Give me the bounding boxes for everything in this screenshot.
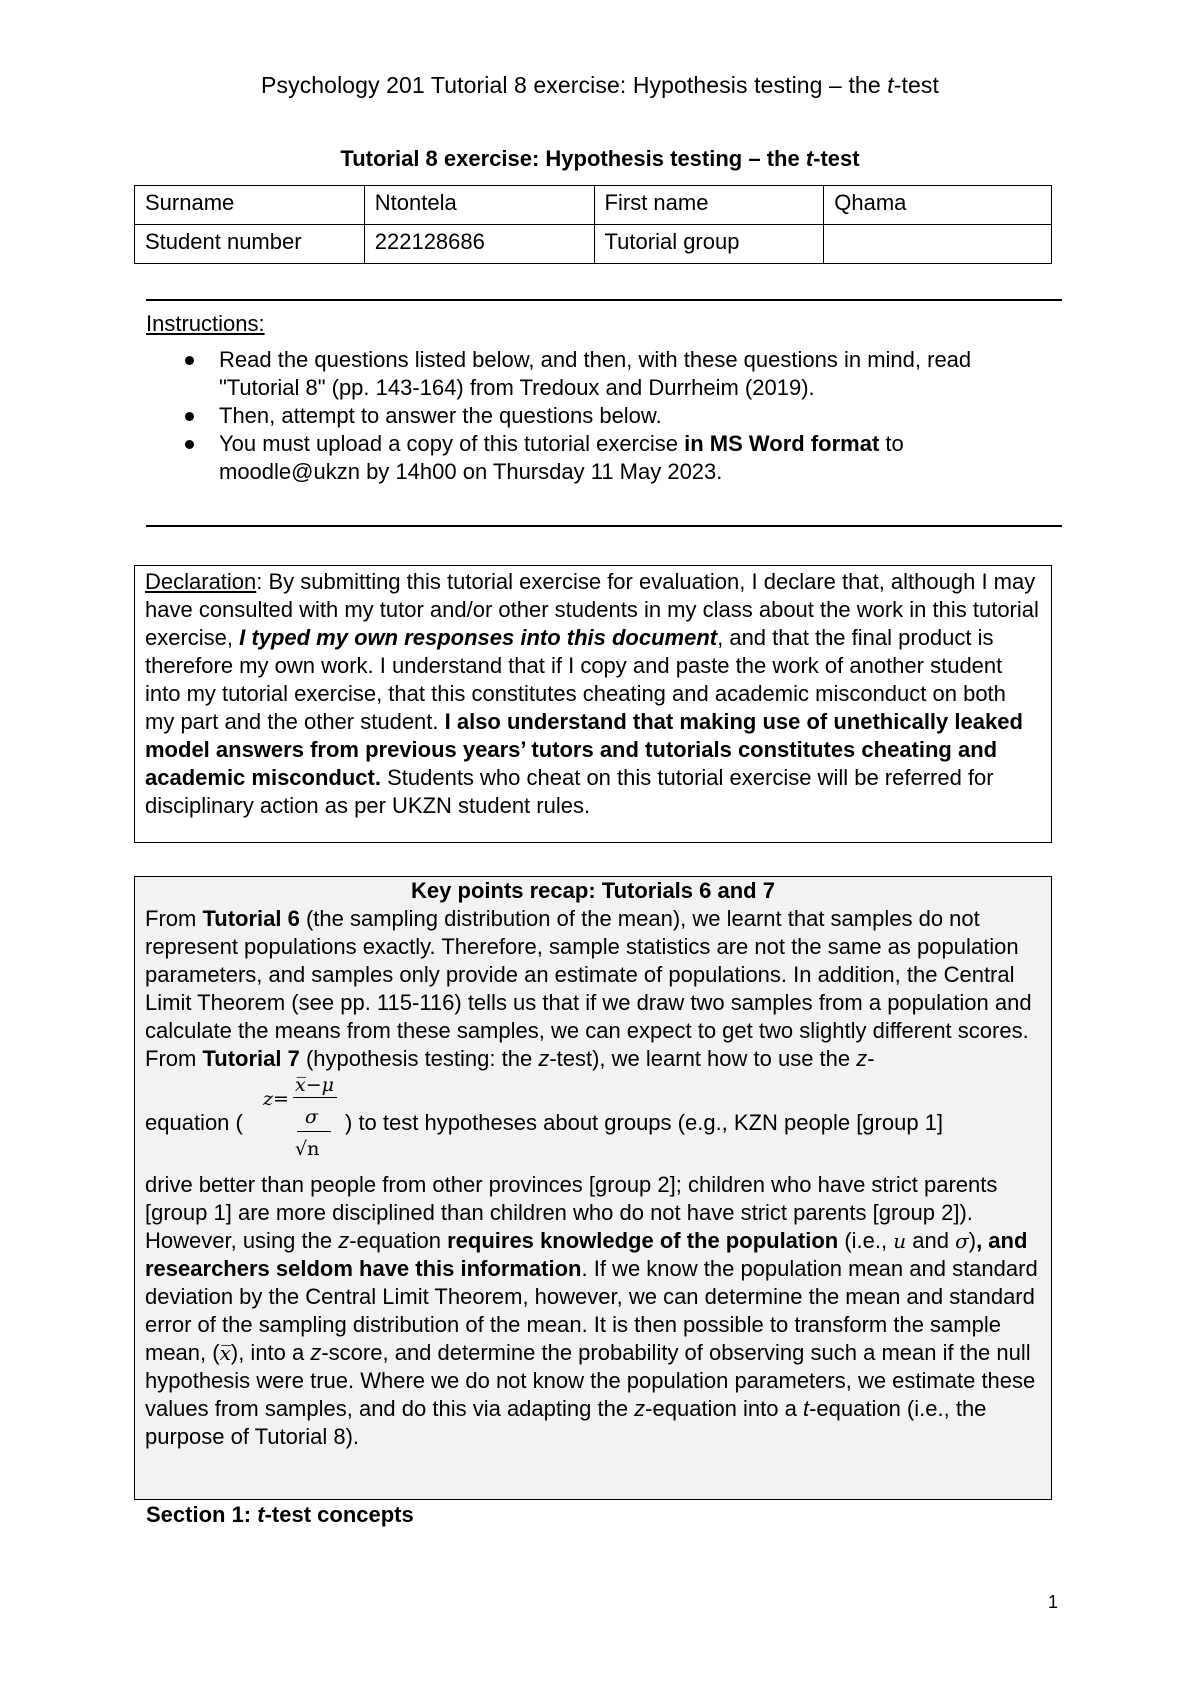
instructions-label: Instructions: [146,311,265,336]
fraction-bar [293,1097,337,1098]
table-row [135,225,1052,264]
key-points-recap-box [134,876,1052,1500]
list-item: Then, attempt to answer the questions below. [146,402,1046,430]
recap-title: Key points recap: Tutorials 6 and 7 [411,878,775,903]
bullet-icon [185,412,194,421]
recap-paragraph-tutorial-7: From Tutorial 7 (hypothesis testing: the z-test), we learnt how to use the z- [145,1046,875,1071]
list-item: You must upload a copy of this tutorial exercise in MS Word format to moodle@ukzn by 14h00 on Thursday 11 May 2023. [146,430,1046,486]
surname-value[interactable]: Ntontela [364,186,594,225]
first-name-label: First name [594,186,824,225]
student-number-value[interactable]: 222128686 [364,225,594,264]
recap-paragraph-continued: drive better than people from other provinces [group 2]; children who have strict parents [group 1] are more disciplined than children who do not have strict parents [group 2]). However, using the z-equation requires knowledge of the population (i.e., u and σ), and researchers seldom have this information. If we know the population mean and standard deviation by the Central Limit Theorem, however, we can determine the mean and standard error of the sampling distribution of the mean. It is then possible to transform the sample mean, (x̅), into a z-score, and determine the probability of observing such a mean if the null hypothesis were true. Where we do not know the population parameters, we estimate these values from samples, and do this via adapting the z-equation into a t-equation (i.e., the purpose of Tutorial 8). [145,1172,1038,1449]
tutorial-group-value[interactable] [824,225,1052,264]
z-equation-formula: z= x̅−μ σ √n [263,1067,345,1165]
equation-line: equation ( z= x̅−μ σ √n ) to test hypotheses about groups (e.g., KZN people [group 1] [145,1073,1041,1171]
bullet-icon [185,440,194,449]
student-number-label: Student number [135,225,365,264]
fraction-bar [297,1131,331,1132]
declaration-text: Declaration: By submitting this tutorial exercise for evaluation, I declare that, although I may have consulted with my tutor and/or other students in my class about the work in this tutorial exercise, I typed my own responses into this document, and that the final product is therefore my own work. I understand that if I copy and paste the work of another student into my tutorial exercise, that this constitutes cheating and academic misconduct on both my part and the other student. I also understand that making use of unethically leaked model answers from previous years’ tutors and tutorials constitutes cheating and academic misconduct. Students who cheat on this tutorial exercise will be referred for disciplinary action as per UKZN student rules. [145,569,1039,818]
table-row [135,186,1052,225]
document-title: Tutorial 8 exercise: Hypothesis testing – the t-test [340,146,860,171]
tutorial-group-label: Tutorial group [594,225,824,264]
section-1-heading: Section 1: t-test concepts [146,1502,414,1527]
instructions-section [146,310,1046,486]
declaration-box [134,565,1052,843]
horizontal-rule [146,525,1062,527]
surname-label: Surname [135,186,365,225]
list-item: Read the questions listed below, and then, with these questions in mind, read "Tutorial 8" (pp. 143-164) from Tredoux and Durrheim (2019). [146,346,1046,402]
page-number: 1 [1048,1592,1059,1612]
first-name-value[interactable]: Qhama [824,186,1052,225]
student-info-table [134,185,1052,264]
recap-paragraph-tutorial-6: From Tutorial 6 (the sampling distribution of the mean), we learnt that samples do not represent populations exactly. Therefore, sample statistics are not the same as population parameters, and samples only provide an estimate of populations. In addition, the Central Limit Theorem (see pp. 115-116) tells us that if we draw two samples from a population and calculate the means from these samples, we can expect to get two slightly different scores. [145,906,1032,1043]
instructions-list [146,346,1046,486]
bullet-icon [185,356,194,365]
horizontal-rule [146,299,1062,301]
running-header: Psychology 201 Tutorial 8 exercise: Hypothesis testing – the t-test [261,72,939,98]
